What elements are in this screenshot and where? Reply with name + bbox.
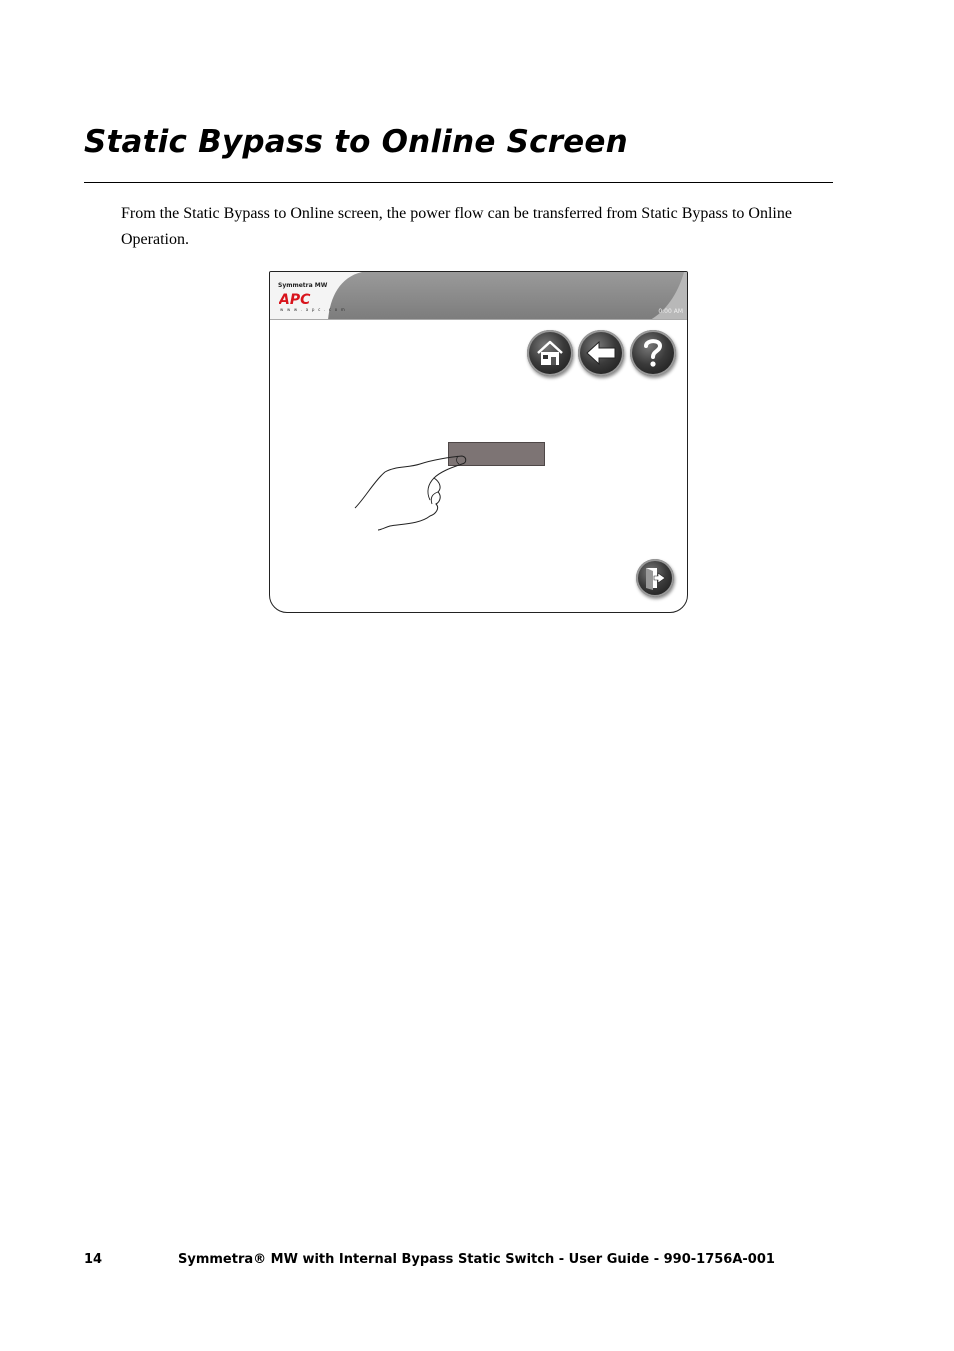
question-mark-icon (642, 337, 664, 369)
title-divider (84, 182, 833, 183)
help-button[interactable] (630, 330, 676, 376)
page-title: Static Bypass to Online Screen (84, 124, 628, 160)
svg-text:APC: APC (279, 292, 311, 306)
exit-door-icon (643, 566, 667, 590)
brand-model: Symmetra MW (278, 282, 328, 289)
back-arrow-icon (585, 340, 617, 366)
screen-mockup (269, 271, 688, 613)
home-button[interactable] (527, 330, 573, 376)
screen-header (270, 272, 687, 320)
clock: 0:00 AM (658, 308, 683, 315)
page-number: 14 (84, 1252, 103, 1267)
intro-paragraph: From the Static Bypass to Online screen, the power flow can be transferred from Static Bypass to Online Operation. (121, 205, 792, 248)
header-bar (270, 272, 688, 320)
guide-title: Symmetra® MW with Internal Bypass Static Switch - User Guide - 990-1756A-001 (178, 1252, 775, 1267)
apc-logo (279, 292, 323, 306)
home-icon (535, 339, 565, 367)
back-button[interactable] (578, 330, 624, 376)
exit-button[interactable] (636, 559, 674, 597)
brand-url: w w w . a p c . c o m (280, 307, 347, 312)
pointing-hand-icon (350, 450, 470, 536)
